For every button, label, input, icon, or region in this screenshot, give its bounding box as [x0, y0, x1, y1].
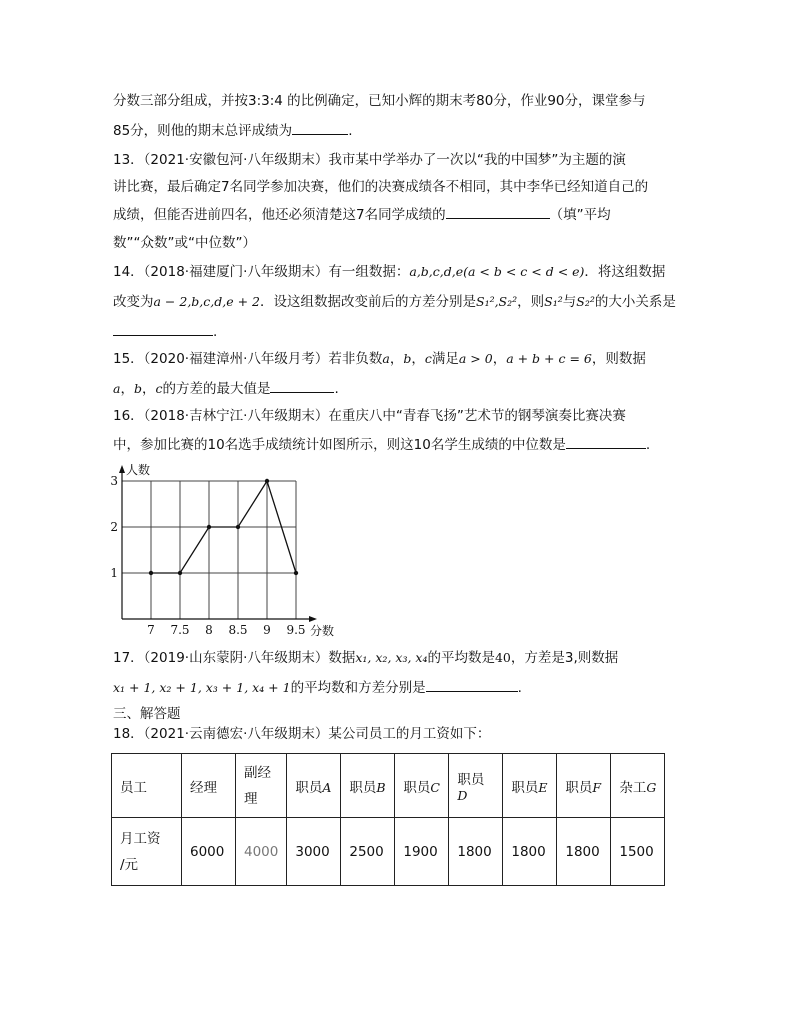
q14-s2: S₂² — [576, 294, 595, 309]
var-b: b — [403, 351, 412, 366]
table-cell: 员工 — [112, 754, 182, 818]
q15-period: . — [334, 381, 339, 397]
answer-blank — [426, 678, 518, 692]
data-point — [265, 479, 269, 483]
separator: ， — [120, 381, 134, 397]
table-cell — [611, 754, 665, 818]
y-axis-label: 人数 — [126, 463, 151, 477]
data-point — [294, 571, 298, 575]
answer-blank — [566, 435, 646, 449]
q15-text: 的方差的最大值是 — [162, 381, 271, 397]
x-tick-label: 8.5 — [228, 623, 248, 637]
q15-condition-1: a > 0 — [458, 351, 493, 366]
table-cell: 1800 — [503, 818, 557, 886]
q17-mean: 40 — [494, 650, 511, 665]
cell-letter: E — [538, 779, 548, 795]
cell-text: 职员 — [565, 779, 593, 796]
var-c: c — [424, 351, 432, 366]
q17-period: . — [517, 680, 522, 696]
table-cell — [341, 754, 395, 818]
q13-text: 成绩，但能否进前四名，他还必须清楚这7名同学成绩的 — [113, 207, 446, 223]
q15-text: ，则数据 — [591, 351, 646, 367]
q12-line-2 — [113, 121, 352, 141]
x-tick-label: 7.5 — [170, 623, 190, 637]
cell-text: 职员 — [349, 779, 377, 796]
table-cell: 3000 — [287, 818, 341, 886]
q14-new-data: a − 2,b,c,d,e + 2 — [153, 294, 260, 309]
q15-text: 满足 — [431, 351, 459, 367]
data-point — [178, 571, 182, 575]
answer-blank — [292, 121, 348, 135]
cell-letter: A — [322, 779, 332, 795]
q16-line-1: 16．（2018·吉林宁江·八年级期末）在重庆八中“青春飞扬”艺术节的钢琴演奏比赛决赛 — [113, 408, 626, 424]
x-axis-arrow — [309, 616, 317, 622]
separator: ， — [389, 351, 404, 367]
answer-blank — [446, 205, 550, 219]
q14-data-set: a,b,c,d,e(a < b < c < d < e) — [409, 264, 585, 279]
cell-letter: D — [457, 787, 468, 803]
table-cell: 1800 — [557, 818, 611, 886]
q12-line-1: 分数三部分组成，并按3:3:4 的比例确定，已知小辉的期末考80分，作业90分，课堂参与 — [113, 93, 646, 109]
table-cell: 1900 — [395, 818, 449, 886]
separator: ， — [411, 351, 425, 367]
answer-blank — [113, 322, 213, 336]
q14-text: 14．（2018·福建厦门·八年级期末）有一组数据： — [113, 264, 410, 280]
score-distribution-chart — [110, 462, 343, 640]
cell-text: 职员 — [295, 779, 323, 796]
answer-blank — [270, 379, 334, 393]
q17-line-2 — [113, 678, 522, 698]
var-a: a — [382, 351, 390, 366]
table-row — [112, 818, 665, 886]
table-header-row — [112, 754, 665, 818]
cell-text: 职员 — [403, 779, 431, 796]
q14-variances: S₁²,S₂² — [476, 294, 518, 309]
cell-letter: B — [376, 779, 386, 795]
q16-period: . — [645, 437, 651, 453]
q17-data: x₁, x₂, x₃, x₄ — [355, 650, 428, 665]
table-cell: 2500 — [341, 818, 395, 886]
q14-text: ．将这组数据 — [584, 264, 666, 280]
row-label: 月工资 — [120, 830, 161, 847]
table-cell: 1500 — [611, 818, 665, 886]
q14-text: 改变为 — [113, 294, 154, 310]
q12-text: 85分，则他的期末总评成绩为 — [113, 123, 293, 139]
q16-line-2 — [113, 435, 650, 455]
cell-text: 职员 — [457, 771, 485, 788]
q14-text: 的大小关系是 — [594, 294, 676, 310]
x-tick-label: 8 — [205, 623, 213, 637]
x-axis-label: 分数 — [310, 624, 335, 638]
q15-line-1 — [113, 349, 646, 369]
q14-s1: S₁² — [544, 294, 563, 309]
table-cell — [395, 754, 449, 818]
q14-period: . — [213, 324, 218, 340]
q13-line-1: 13．（2021·安徽包河·八年级期末）我市某中学举办了一次以“我的中国梦”为主题的演 — [113, 152, 626, 168]
cell-text: 杂工 — [619, 779, 647, 796]
q17-new-data: x₁ + 1, x₂ + 1, x₃ + 1, x₄ + 1 — [113, 680, 291, 695]
var-b: b — [133, 381, 142, 396]
separator: ， — [141, 381, 156, 397]
section-title: 三、解答题 — [113, 706, 181, 722]
q14-line-2 — [113, 292, 676, 312]
q14-line-3 — [113, 322, 217, 342]
q18-stem: 18．（2021·云南德宏·八年级期末）某公司员工的月工资如下： — [113, 726, 491, 742]
cell-letter: C — [430, 779, 440, 795]
table-cell: 1800 — [449, 818, 503, 886]
data-point — [149, 571, 153, 575]
y-tick-label: 3 — [110, 474, 118, 488]
cell-letter: G — [646, 779, 657, 795]
data-point — [236, 525, 240, 529]
y-tick-label: 1 — [110, 566, 118, 580]
x-tick-label: 9 — [263, 623, 271, 637]
q13-line-2: 讲比赛，最后确定7名同学参加决赛，他们的决赛成绩各不相同，其中李华已经知道自己的 — [113, 179, 649, 195]
q16-text: 中，参加比赛的10名选手成绩统计如图所示，则这10名学生成绩的中位数是 — [113, 437, 566, 453]
table-cell — [557, 754, 611, 818]
table-cell — [449, 754, 503, 818]
x-tick-label: 9.5 — [286, 623, 306, 637]
q17-text: ，方差是3,则数据 — [510, 650, 619, 666]
separator: ， — [492, 351, 507, 367]
q17-text: 的平均数是 — [427, 650, 495, 666]
wage-table — [111, 753, 665, 886]
y-axis-arrow — [119, 465, 125, 473]
q14-text: 与 — [562, 294, 577, 310]
var-c: c — [155, 381, 163, 396]
table-cell: 副经理 — [236, 754, 287, 818]
q14-text: ．设这组数据改变前后的方差分别是 — [260, 294, 476, 310]
cell-letter: F — [592, 779, 602, 795]
q13-line-3 — [113, 205, 611, 225]
table-cell: 4000 — [236, 818, 287, 886]
q17-text: 17．（2019·山东蒙阴·八年级期末）数据 — [113, 650, 356, 666]
q13-text-end: （填”平均 — [549, 207, 611, 223]
q17-line-1 — [113, 648, 618, 668]
table-cell — [287, 754, 341, 818]
table-cell — [112, 818, 182, 886]
table-cell: 经理 — [182, 754, 236, 818]
q12-period: . — [348, 123, 353, 139]
cell-text: 职员 — [511, 779, 539, 796]
q13-line-4: 数”“众数”或“中位数”） — [113, 235, 256, 251]
x-tick-label: 7 — [147, 623, 155, 637]
q15-text: 15．（2020·福建漳州·八年级月考）若非负数 — [113, 351, 383, 367]
row-label-unit: /元 — [120, 856, 139, 873]
q15-line-2 — [113, 379, 339, 399]
var-a: a — [113, 381, 121, 396]
q14-text: ，则 — [517, 294, 545, 310]
q15-condition-2: a + b + c = 6 — [506, 351, 592, 366]
q17-text: 的平均数和方差分别是 — [290, 680, 426, 696]
table-cell — [503, 754, 557, 818]
q14-line-1 — [113, 262, 665, 282]
table-cell: 6000 — [182, 818, 236, 886]
data-point — [207, 525, 211, 529]
y-tick-label: 2 — [110, 520, 118, 534]
